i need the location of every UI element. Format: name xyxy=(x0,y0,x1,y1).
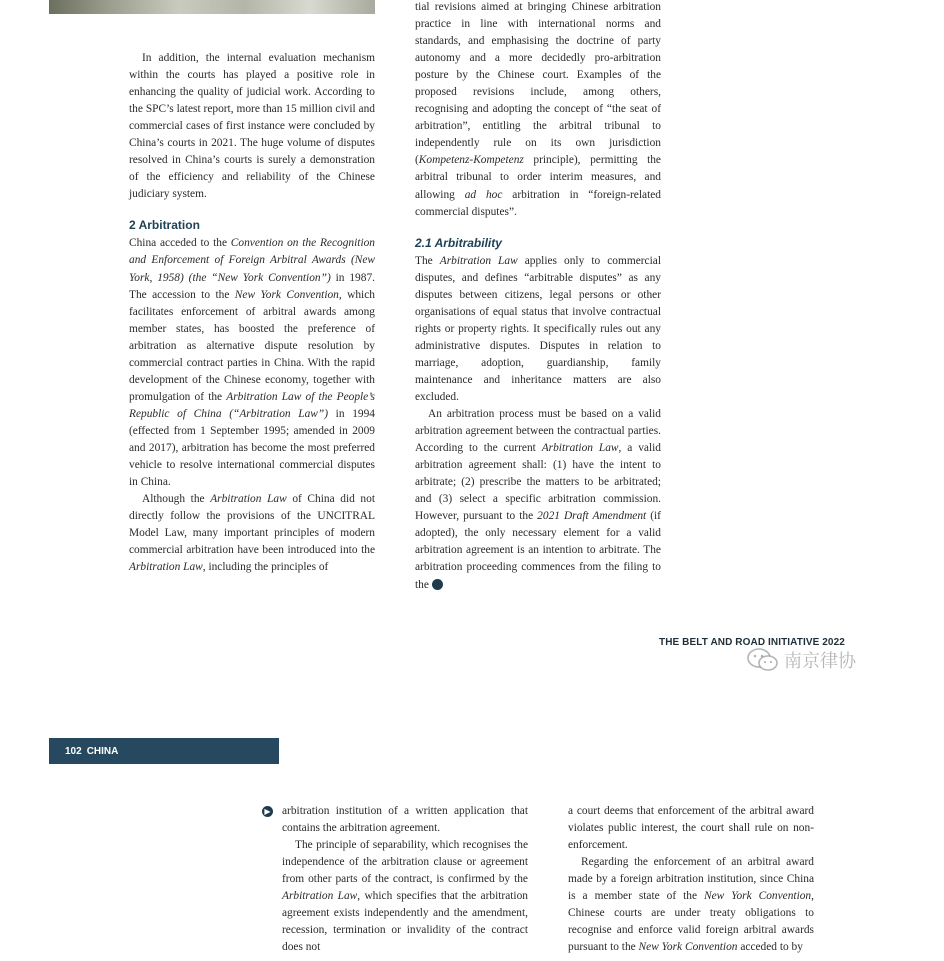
page-number-bar xyxy=(49,738,279,764)
paragraph: In addition, the internal evaluation mechanism within the courts has played a positive role in enhancing the quality of judicial work. According to the SPC’s latest report, more than 15 million civil and commercial cases of first instance were concluded by China’s courts in 2021. The huge volume of disputes resolved in China’s courts is surely a demonstration of the efficiency and reliability of the Chinese judiciary system. xyxy=(129,52,375,201)
paragraph: Although the Arbitration Law of China did not directly follow the provisions of the UNCITRAL Model Law, many important principles of modern commercial arbitration have been introduced into the Arbitration Law, including the principles of xyxy=(129,493,375,574)
publication-title: THE BELT AND ROAD INITIATIVE 2022 xyxy=(659,637,845,648)
continued-arrow-icon: ▶ xyxy=(262,806,273,817)
top-photo xyxy=(49,0,375,14)
page-number: 102 xyxy=(65,745,82,757)
section-heading-arbitration: 2 Arbitration xyxy=(129,218,200,233)
paragraph: tial revisions aimed at bringing Chinese arbitration practice in line with international norms and standards, and emphasising the doctrine of party autonomy and a more decidedly pro-arbitration posture by the Chinese court. Examples of the proposed revisions include, among others, recognising and adopting the concept of “the seat of arbitration”, entitling the arbitral tribunal to independently rule on its own jurisdiction (Kompetenz-Kompetenz principle), permitting the arbitral tribunal to order interim measures, and allowing ad hoc arbitration in “foreign-related commercial disputes”. xyxy=(415,1,662,218)
paragraph: The principle of separability, which recognises the independence of the arbitration clause or agreement from other parts of the contract, is confirmed by the Arbitration Law, which specifies that the arbitration agreement exists independently and the amendment, recession, termination or invalidity of the contract does not xyxy=(282,839,528,954)
paragraph: Regarding the enforcement of an arbitral award made by a foreign arbitration institution, since China is a member state of the New York Convention, Chinese courts are under treaty obligations to recognise and enforce valid foreign arbitral awards pursuant to the New York Convention acceded to by xyxy=(568,856,814,954)
paragraph: An arbitration process must be based on a valid arbitration agreement between the contractual parties. According to the current Arbitration Law, a valid arbitration agreement shall: (1) have the intent to arbitrate; (2) prescribe the matters to be arbitrated; and (3) select a specific arbitration commission. However, pursuant to the 2021 Draft Amendment (if adopted), the only necessary element for a valid arbitration agreement is an intention to arbitrate. The arbitration proceeding commences from the filing to the ▶ xyxy=(415,408,661,591)
column-4 xyxy=(568,803,814,956)
continue-arrow-icon: ▶ xyxy=(432,579,443,590)
column-2 xyxy=(415,0,661,594)
column-1 xyxy=(129,50,375,576)
country-label: CHINA xyxy=(86,745,119,757)
watermark xyxy=(746,647,856,673)
watermark-text: 南京律协 xyxy=(784,651,856,672)
paragraph: The Arbitration Law applies only to commercial disputes, and defines “arbitrable disputes” as any disputes between citizens, legal persons or other organisations of equal status that involve contractual rights or property rights. It specifically rules out any administrative disputes. Disputes in relation to marriage, adoption, guardianship, family maintenance and inheritance matters are also excluded. xyxy=(415,254,661,403)
paragraph: China acceded to the Convention on the Recognition and Enforcement of Foreign Arbitral Awards (New York, 1958) (the “New York Convention”) in 1987. The accession to the New York Convention, which facilitates enforcement of arbitral awards among member states, has boosted the preference of arbitration as alternative dispute resolution by commercial contract parties in China. With the rapid development of the Chinese economy, together with promulgation of the Arbitration Law of the People’s Republic of China (“Arbitration Law”) in 1994 (effected from 1 September 1995; amended in 2009 and 2017), arbitration has become the most preferred vehicle to resolve international commercial disputes in China. xyxy=(129,237,376,489)
paragraph: a court deems that enforcement of the arbitral award violates public interest, the court shall rule on non-enforcement. xyxy=(568,805,814,852)
wechat-icon xyxy=(746,647,780,673)
column-3 xyxy=(282,803,528,956)
paragraph: arbitration institution of a written application that contains the arbitration agreement. xyxy=(282,805,528,835)
section-heading-arbitrability: 2.1 Arbitrability xyxy=(415,235,502,250)
